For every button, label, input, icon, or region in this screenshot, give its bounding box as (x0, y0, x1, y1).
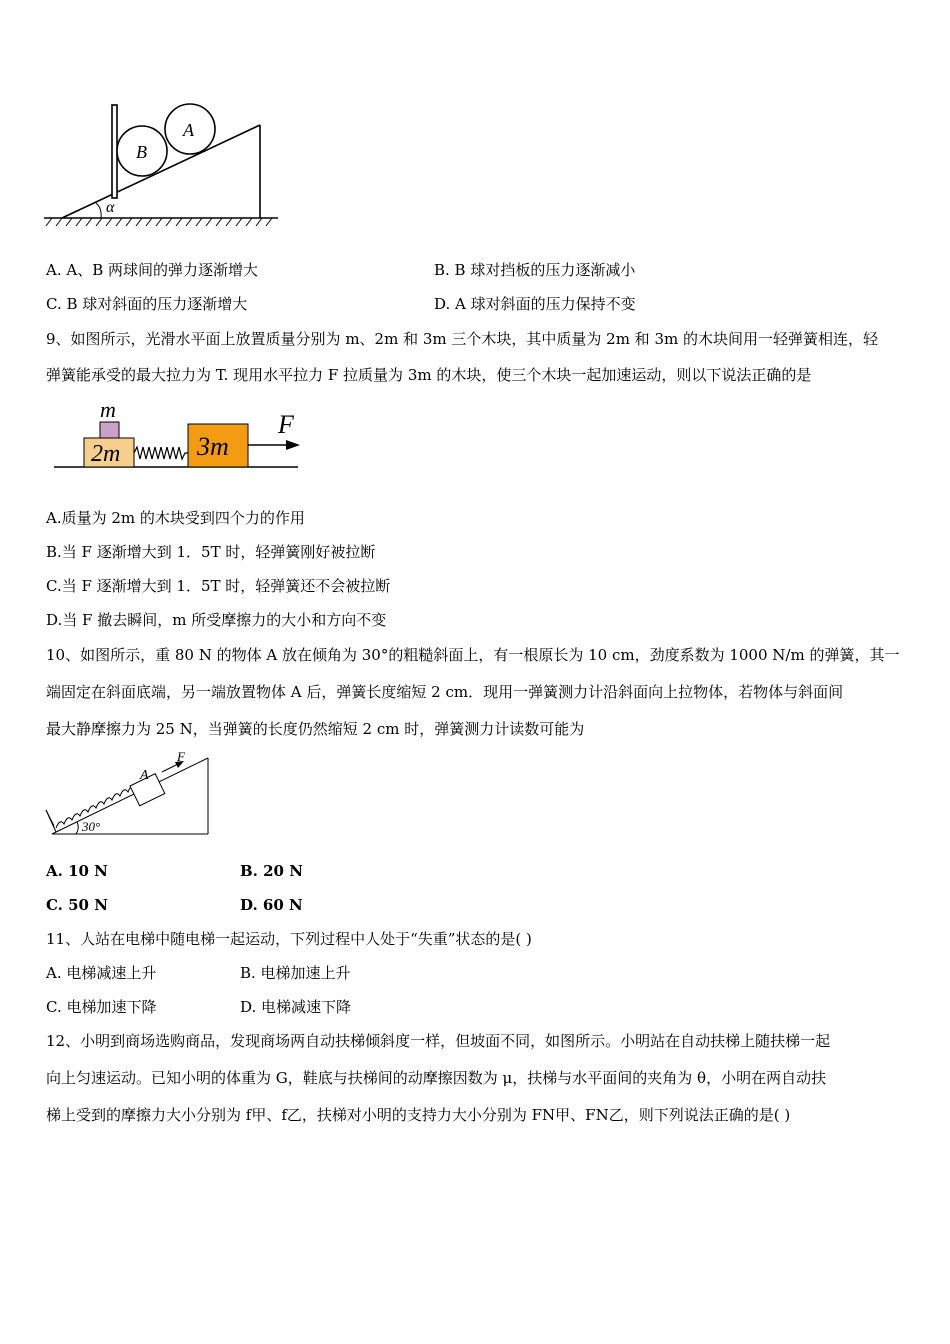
q11-option-a: A. 电梯减速上升 (46, 964, 157, 982)
q11-option-c: C. 电梯加速下降 (46, 998, 157, 1016)
q10-option-c: C. 50 N (46, 896, 108, 914)
force-f-label-2: F (177, 749, 185, 764)
block-3m-label: 3m (197, 432, 229, 461)
angle-alpha-label: α (106, 199, 115, 216)
q12-stem-line1: 12、小明到商场选购商品，发现商场两自动扶梯倾斜度一样，但坡面不同，如图所示。小明站在自动扶梯上随扶梯一起 (46, 1032, 831, 1050)
q9-stem-line1: 9、如图所示，光滑水平面上放置质量分别为 m、2m 和 3m 三个木块，其中质量为 2m 和 3m 的木块间用一轻弹簧相连，轻 (46, 330, 878, 348)
block-m-label: m (100, 397, 116, 422)
blocks-spring-figure (52, 395, 312, 475)
q9-option-c: C.当 F 逐渐增大到 1．5T 时，轻弹簧还不会被拉断 (46, 577, 391, 595)
block-2m-label: 2m (91, 441, 121, 467)
q10-option-a: A. 10 N (46, 862, 108, 880)
q8-option-d: D. A 球对斜面的压力保持不变 (434, 295, 636, 313)
q12-stem-line2: 向上匀速运动。已知小明的体重为 G，鞋底与扶梯间的动摩擦因数为 μ，扶梯与水平面间的夹角为 θ，小明在两自动扶 (46, 1069, 827, 1087)
q9-option-b: B.当 F 逐渐增大到 1．5T 时，轻弹簧刚好被拉断 (46, 543, 376, 561)
q10-stem-line3: 最大静摩擦力为 25 N，当弹簧的长度仍然缩短 2 cm 时，弹簧测力计读数可能为 (46, 720, 585, 738)
q10-stem-line1: 10、如图所示，重 80 N 的物体 A 放在倾角为 30°的粗糙斜面上，有一根原长为 10 cm，劲度系数为 1000 N/m 的弹簧，其一 (46, 646, 900, 664)
block-a-label: A (140, 768, 149, 783)
q8-option-a: A. A、B 两球间的弹力逐渐增大 (46, 261, 258, 279)
incline-balls-figure (44, 100, 284, 230)
q12-stem-line3: 梯上受到的摩擦力大小分别为 f甲、f乙，扶梯对小明的支持力大小分别为 FN甲、FN乙，则下列说法正确的是( ) (46, 1106, 791, 1124)
q9-option-a: A.质量为 2m 的木块受到四个力的作用 (46, 509, 305, 527)
force-f-label: F (278, 410, 294, 439)
q11-option-d: D. 电梯减速下降 (240, 998, 352, 1016)
q10-option-d: D. 60 N (240, 896, 303, 914)
q10-option-b: B. 20 N (240, 862, 303, 880)
q11-stem: 11、人站在电梯中随电梯一起运动，下列过程中人处于“失重”状态的是( ) (46, 930, 532, 948)
q10-stem-line2: 端固定在斜面底端，另一端放置物体 A 后，弹簧长度缩短 2 cm．现用一弹簧测力计沿斜面向上拉物体，若物体与斜面间 (46, 683, 844, 701)
q8-option-c: C. B 球对斜面的压力逐渐增大 (46, 295, 248, 313)
ball-a-label: A (183, 120, 194, 140)
q8-option-b: B. B 球对挡板的压力逐渐减小 (434, 261, 636, 279)
angle-30-label: 30° (82, 819, 101, 834)
incline-spring-figure (44, 748, 214, 840)
q9-stem-line2: 弹簧能承受的最大拉力为 T. 现用水平拉力 F 拉质量为 3m 的木块，使三个木块一起加速运动，则以下说法正确的是 (46, 366, 812, 384)
q11-option-b: B. 电梯加速上升 (240, 964, 351, 982)
ball-b-label: B (136, 142, 147, 162)
q9-option-d: D.当 F 撤去瞬间，m 所受摩擦力的大小和方向不变 (46, 611, 387, 629)
